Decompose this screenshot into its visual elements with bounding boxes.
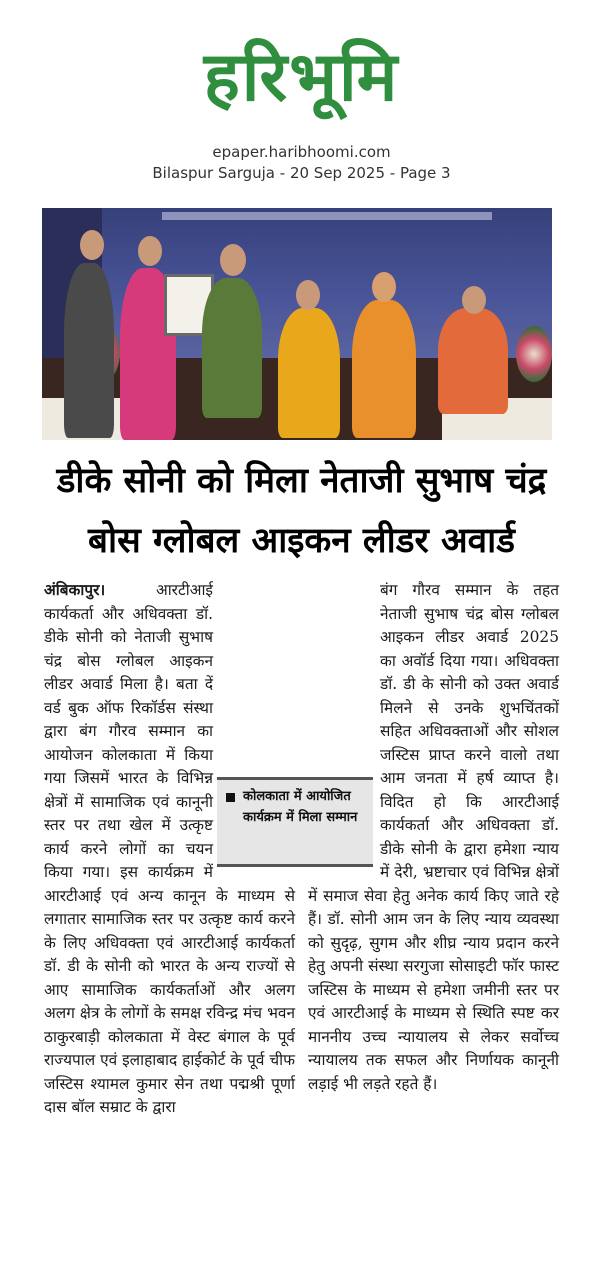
edition-info: Bilaspur Sarguja - 20 Sep 2025 - Page 3 [152,164,451,182]
person-head [80,230,104,260]
person [438,308,508,414]
article-paragraph: बंग गौरव सम्मान के तहत नेताजी सुभाष चंद्र बोस ग्लोबल आइकन लीडर अवार्ड 2025 का अवॉर्ड दिया गया। अधिवक्ता डॉ. डी के सोनी को उक्त अवार्ड मिलने से उनके शुभचिंतकों सहित अधिवक्ताओं और सोशल जस्टिस प्राप्त करने वालो तथा आम जनता में हर्ष व्याप्त है। विदित हो कि आरटीआई कार्यकर्ता और अधिवक्ता डॉ. डीके सोनी के द्वारा हमेशा न्याय में देरी, भ्रष्टाचार एवं विभिन्न क्षेत्रों में समाज सेवा हेतु अनेक कार्य किए जाते रहे हैं। डॉ. सोनी आम जन के लिए न्याय व्यवस्था को सुदृढ़, सुगम और शीघ्र न्याय प्रदान करने हेतु अपनी संस्था सरगुजा सोसाइटी फॉर फास्ट जस्टिस के माध्यम से हमेशा जमीनी स्तर पर एवं आरटीआई के माध्यम से स्थिति स्पष्ट कर माननीय उच्च न्यायालय से लेकर सर्वोच्च न्यायालय तक सफल और निर्णायक कानूनी लड़ाई भी लड़ते रहते हैं। [308,581,559,1093]
person-head [220,244,246,276]
person-head [138,236,162,266]
pullquote-box [217,777,373,867]
backdrop-banner [162,212,492,220]
person-head [462,286,486,314]
square-bullet-icon [226,793,235,802]
flower-bouquet [516,326,552,382]
dateline: अंबिकापुर। [44,581,106,599]
person-head [296,280,320,310]
person [64,263,114,438]
headline-line-2: बोस ग्लोबल आइकन लीडर अवार्ड [88,521,515,561]
event-photo [42,208,552,440]
article-text: आरटीआई कार्यकर्ता और अधिवक्ता डॉ. डीके सोनी को नेताजी सुभाष चंद्र बोस ग्लोबल आइकन लीडर अवार्ड मिला है। बता दें वर्ड बुक ऑफ रिकॉर्डस संस्था द्वारा बंग गौरव सम्मान का आयोजन कोलकाता में किया गया जिसमें भारत के विभिन्न क्षेत्रों में सामाजिक एवं कानूनी स्तर पर तथा खेल में उत्कृष्ट कार्य करने लोगों का चयन किया गया। इस कार्यक्रम में आरटीआई एवं अन्य कानून के माध्यम से लगातार सामाजिक स्तर पर उत्कृष्ट कार्य करने के लिए अधिवक्ता एवं आरटीआई कार्यकर्ता डॉ. डी के सोनी को भारत के अन्य राज्यों से आए सामाजिक कार्यकर्ताओं और अलग अलग क्षेत्र के लोगों के समक्ष रविन्द्र मंच भवन ठाकुरबाड़ी कोलकाता में वेस्ट बंगाल के पूर्व राज्यपाल एवं इलाहाबाद हाईकोर्ट के पूर्व चीफ जस्टिस श्यामल कुमार सेन तथा पद्मश्री पूर्णा दास बॉल सम्राट के द्वारा [44,581,295,1116]
person-head [372,272,396,302]
pullquote-text: कोलकाता में आयोजित कार्यक्रम में मिला सम्मान [243,789,358,825]
article-headline [0,451,603,571]
epaper-url[interactable]: epaper.haribhoomi.com [212,143,391,161]
person [202,278,262,418]
masthead-logo: हरिभूमि [203,38,400,117]
headline-line-1: डीके सोनी को मिला नेताजी सुभाष चंद्र [56,461,547,501]
person [352,300,416,438]
person [278,308,340,438]
